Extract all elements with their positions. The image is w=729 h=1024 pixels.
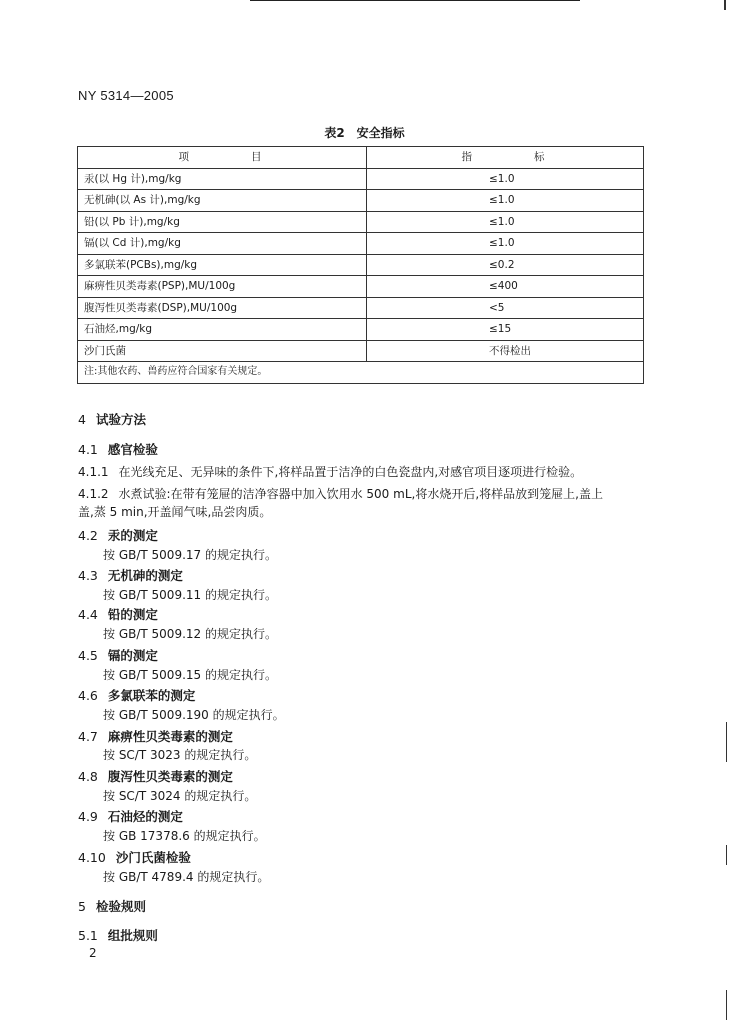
table-row [78, 233, 644, 255]
section-4-5-heading [78, 646, 158, 664]
section-number: 4.9 [78, 809, 98, 824]
scan-edge-mark [726, 722, 727, 762]
row-limit: ≤1.0 [367, 190, 644, 212]
section-number: 5.1 [78, 928, 98, 943]
section-number: 4.1 [78, 442, 98, 457]
section-title: 汞的测定 [107, 528, 158, 543]
section-4-2-text: 按 GB/T 5009.17 的规定执行。 [103, 548, 277, 562]
table-row [78, 297, 644, 319]
row-item: 沙门氏菌 [78, 340, 367, 362]
scan-edge-mark [724, 0, 726, 10]
row-limit: ≤400 [367, 276, 644, 298]
section-number: 5 [78, 899, 86, 914]
table-note-row [78, 362, 644, 384]
section-number: 4.3 [78, 568, 98, 583]
section-4-6-text: 按 GB/T 5009.190 的规定执行。 [103, 708, 285, 722]
section-4-8-heading [78, 767, 233, 785]
clause-text: 在光线充足、无异味的条件下,将样品置于洁净的白色瓷盘内,对感官项目逐项进行检验。 [118, 465, 583, 479]
section-4-6-heading [78, 686, 195, 704]
row-item: 石油烃,mg/kg [78, 319, 367, 341]
section-4-8-text: 按 SC/T 3024 的规定执行。 [103, 789, 257, 803]
row-item: 腹泻性贝类毒素(DSP),MU/100g [78, 297, 367, 319]
page-number: 2 [89, 946, 97, 960]
row-item: 铅(以 Pb 计),mg/kg [78, 211, 367, 233]
section-number: 4.7 [78, 729, 98, 744]
section-number: 4.5 [78, 648, 98, 663]
section-title: 试验方法 [95, 412, 146, 427]
section-4-4-heading [78, 605, 158, 623]
section-4-4-text: 按 GB/T 5009.12 的规定执行。 [103, 627, 277, 641]
section-4-9-heading [78, 807, 183, 825]
row-limit: 不得检出 [367, 340, 644, 362]
row-limit: ≤0.2 [367, 254, 644, 276]
scan-edge-mark [726, 845, 727, 865]
section-5-1-heading [78, 926, 158, 944]
section-title: 石油烃的测定 [107, 809, 183, 824]
scan-edge-mark [726, 990, 727, 1020]
section-number: 4 [78, 412, 86, 427]
section-number: 4.8 [78, 769, 98, 784]
section-5-heading [78, 897, 146, 915]
row-item: 镉(以 Cd 计),mg/kg [78, 233, 367, 255]
section-4-heading [78, 410, 146, 428]
section-title: 无机砷的测定 [107, 568, 183, 583]
section-title: 腹泻性贝类毒素的测定 [107, 769, 233, 784]
section-title: 沙门氏菌检验 [115, 850, 191, 865]
row-limit: <5 [367, 297, 644, 319]
section-4-3-heading [78, 566, 183, 584]
row-limit: ≤15 [367, 319, 644, 341]
section-number: 4.10 [78, 850, 106, 865]
standard-code-header: NY 5314—2005 [78, 88, 174, 103]
section-title: 检验规则 [95, 899, 146, 914]
section-title: 感官检验 [107, 442, 158, 457]
section-4-7-text: 按 SC/T 3023 的规定执行。 [103, 748, 257, 762]
section-4-10-heading [78, 848, 191, 866]
clause-number: 4.1.1 [78, 465, 109, 479]
scan-artifact-line [250, 0, 580, 1]
section-4-10-text: 按 GB/T 4789.4 的规定执行。 [103, 870, 270, 884]
table-header-row [78, 147, 644, 169]
table-row [78, 168, 644, 190]
table-row [78, 319, 644, 341]
clause-text-line1: 水煮试验:在带有笼屉的洁净容器中加入饮用水 500 mL,将水烧开后,将样品放到笼屉上,盖上 [118, 487, 603, 501]
table-row [78, 211, 644, 233]
row-limit: ≤1.0 [367, 233, 644, 255]
clause-number: 4.1.2 [78, 487, 109, 501]
clause-4-1-2 [78, 485, 603, 502]
row-item: 汞(以 Hg 计),mg/kg [78, 168, 367, 190]
table-row [78, 254, 644, 276]
section-4-3-text: 按 GB/T 5009.11 的规定执行。 [103, 588, 277, 602]
section-4-2-heading [78, 526, 158, 544]
clause-4-1-2-line2: 盖,蒸 5 min,开盖闻气味,品尝肉质。 [78, 505, 272, 519]
section-title: 组批规则 [107, 928, 158, 943]
section-title: 麻痹性贝类毒素的测定 [107, 729, 233, 744]
table-row [78, 276, 644, 298]
table-row [78, 340, 644, 362]
header-item: 项 目 [78, 147, 367, 169]
row-item: 麻痹性贝类毒素(PSP),MU/100g [78, 276, 367, 298]
section-4-5-text: 按 GB/T 5009.15 的规定执行。 [103, 668, 277, 682]
clause-4-1-1 [78, 463, 582, 480]
table-caption: 表2 安全指标 [324, 126, 405, 140]
row-limit: ≤1.0 [367, 211, 644, 233]
row-item: 多氯联苯(PCBs),mg/kg [78, 254, 367, 276]
section-4-1-heading [78, 440, 158, 458]
section-number: 4.2 [78, 528, 98, 543]
safety-index-table [77, 146, 644, 384]
row-limit: ≤1.0 [367, 168, 644, 190]
section-title: 镉的测定 [107, 648, 158, 663]
table-note: 注:其他农药、兽药应符合国家有关规定。 [78, 362, 644, 384]
section-title: 铅的测定 [107, 607, 158, 622]
header-index: 指 标 [367, 147, 644, 169]
section-4-9-text: 按 GB 17378.6 的规定执行。 [103, 829, 266, 843]
section-4-7-heading [78, 727, 233, 745]
section-number: 4.4 [78, 607, 98, 622]
table-row [78, 190, 644, 212]
row-item: 无机砷(以 As 计),mg/kg [78, 190, 367, 212]
section-title: 多氯联苯的测定 [107, 688, 196, 703]
section-number: 4.6 [78, 688, 98, 703]
